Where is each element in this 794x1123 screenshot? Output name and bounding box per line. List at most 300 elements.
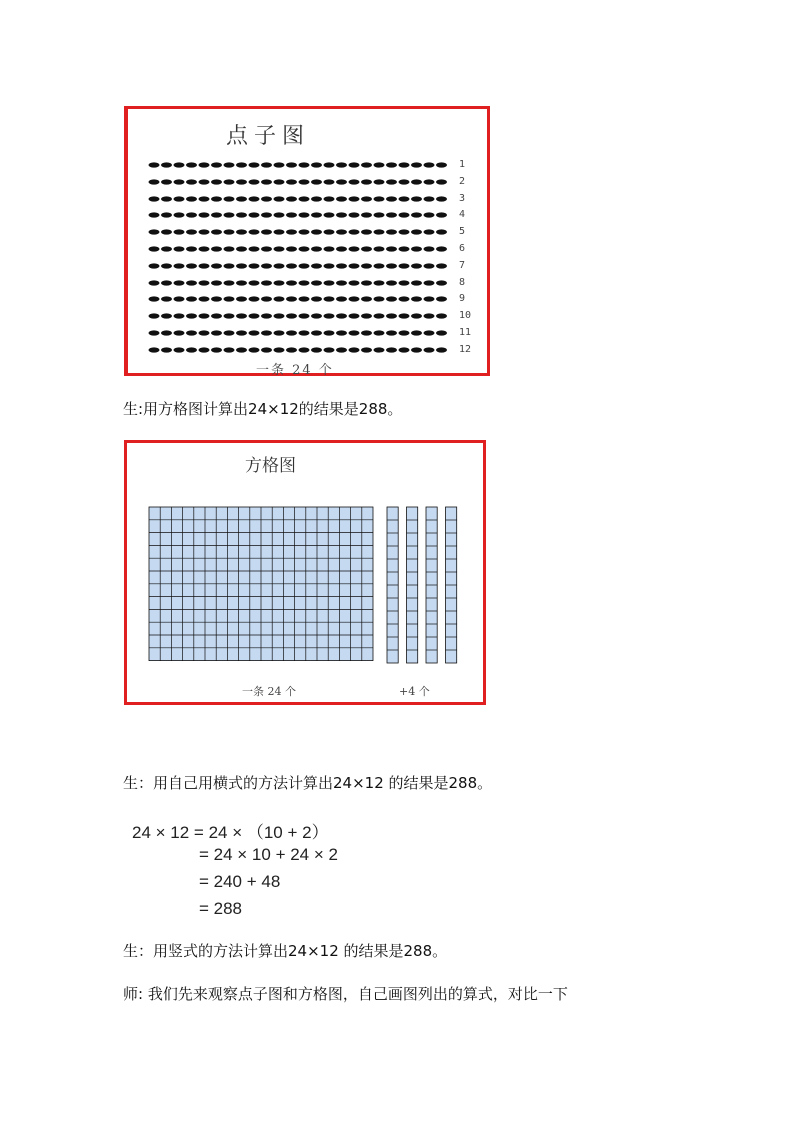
dot: [311, 196, 322, 201]
dot: [274, 314, 285, 319]
dot: [336, 179, 347, 184]
dot: [236, 196, 247, 201]
dot: [386, 314, 397, 319]
dot: [374, 162, 385, 167]
dot: [236, 347, 247, 352]
dot: [236, 297, 247, 302]
dot: [349, 179, 360, 184]
dot: [374, 179, 385, 184]
dot: [161, 263, 172, 268]
dot: [361, 230, 372, 235]
dot: [186, 196, 197, 201]
dot: [374, 314, 385, 319]
dot: [399, 230, 410, 235]
dot: [361, 213, 372, 218]
dot: [386, 330, 397, 335]
dot: [311, 330, 322, 335]
dot: [161, 314, 172, 319]
dot: [411, 330, 422, 335]
paragraph-grid-result: 生:用方格图计算出24×12的结果是288。: [123, 400, 403, 418]
dot-row: [148, 263, 450, 269]
dot: [211, 179, 222, 184]
dot: [186, 280, 197, 285]
row-number: 1: [459, 159, 466, 170]
dot: [211, 263, 222, 268]
dot: [361, 263, 372, 268]
dot: [436, 263, 447, 268]
dot: [186, 314, 197, 319]
dot: [199, 330, 210, 335]
dot: [149, 263, 160, 268]
dot: [274, 230, 285, 235]
dot: [274, 196, 285, 201]
dot-row: [148, 212, 450, 218]
dot: [274, 162, 285, 167]
grid-diagram-svg: [147, 505, 467, 665]
dot: [274, 297, 285, 302]
dot: [161, 213, 172, 218]
dot: [424, 347, 435, 352]
dot: [374, 263, 385, 268]
dot: [311, 347, 322, 352]
dot: [386, 196, 397, 201]
dot: [386, 347, 397, 352]
dot: [349, 280, 360, 285]
dot: [249, 162, 260, 167]
dot: [199, 213, 210, 218]
dot: [186, 347, 197, 352]
dot: [324, 196, 335, 201]
dot: [324, 347, 335, 352]
dot: [399, 263, 410, 268]
dot: [236, 213, 247, 218]
dot: [261, 230, 272, 235]
dot: [174, 179, 185, 184]
row-number: 10: [459, 310, 472, 322]
dot: [336, 246, 347, 251]
dot: [174, 263, 185, 268]
dot: [174, 297, 185, 302]
dot: [424, 280, 435, 285]
dot: [349, 196, 360, 201]
dot: [149, 347, 160, 352]
dot: [386, 213, 397, 218]
dot: [299, 196, 310, 201]
dot: [299, 297, 310, 302]
dot: [286, 297, 297, 302]
dot: [324, 230, 335, 235]
dot: [299, 280, 310, 285]
dot: [199, 230, 210, 235]
dot: [299, 330, 310, 335]
dot: [161, 230, 172, 235]
dot: [261, 179, 272, 184]
calc-line-4: = 288: [199, 899, 243, 918]
dot: [311, 230, 322, 235]
dot: [161, 246, 172, 251]
dot: [336, 196, 347, 201]
dot-row: [148, 313, 450, 319]
dot: [149, 162, 160, 167]
dot: [299, 347, 310, 352]
dot: [149, 246, 160, 251]
dot: [211, 297, 222, 302]
calc-line-1: 24 × 12 = 24 × （10 + 2）: [132, 823, 329, 842]
dot: [236, 230, 247, 235]
dot: [399, 246, 410, 251]
dot: [299, 162, 310, 167]
dot: [436, 213, 447, 218]
dot: [361, 162, 372, 167]
dot: [324, 280, 335, 285]
dot: [424, 179, 435, 184]
row-number: 12: [459, 343, 472, 355]
dot: [211, 314, 222, 319]
dot: [161, 280, 172, 285]
dot: [186, 230, 197, 235]
dot-diagram-caption: 一条 24 个: [256, 363, 334, 378]
dot: [286, 179, 297, 184]
dot: [249, 347, 260, 352]
dot: [349, 330, 360, 335]
dot: [274, 213, 285, 218]
dot: [399, 347, 410, 352]
dot: [261, 330, 272, 335]
dot-row: [148, 162, 450, 168]
dot: [249, 230, 260, 235]
dot: [424, 297, 435, 302]
dot: [224, 230, 235, 235]
dot: [374, 280, 385, 285]
dot: [199, 314, 210, 319]
dot: [211, 230, 222, 235]
dot: [186, 179, 197, 184]
dot: [336, 213, 347, 218]
dot: [211, 330, 222, 335]
dot: [411, 297, 422, 302]
dot-row: [148, 280, 450, 286]
dot: [436, 314, 447, 319]
dot: [236, 314, 247, 319]
dot: [374, 230, 385, 235]
dot: [249, 297, 260, 302]
dot: [399, 280, 410, 285]
dot: [349, 213, 360, 218]
dot: [311, 297, 322, 302]
dot: [324, 330, 335, 335]
dot-row: [148, 196, 450, 202]
dot: [349, 297, 360, 302]
dot: [199, 297, 210, 302]
dot: [299, 230, 310, 235]
dot: [374, 347, 385, 352]
dot: [311, 213, 322, 218]
dot: [411, 179, 422, 184]
dot: [261, 196, 272, 201]
dot: [436, 297, 447, 302]
dot: [249, 196, 260, 201]
dot: [361, 280, 372, 285]
dot: [361, 246, 372, 251]
dot: [424, 314, 435, 319]
dot: [161, 297, 172, 302]
dot: [399, 213, 410, 218]
dot: [224, 246, 235, 251]
dot: [249, 246, 260, 251]
dot: [336, 230, 347, 235]
dot: [324, 213, 335, 218]
dot: [324, 314, 335, 319]
dot: [249, 314, 260, 319]
dot: [361, 347, 372, 352]
dot: [186, 162, 197, 167]
dot: [211, 162, 222, 167]
dot: [149, 213, 160, 218]
dot: [274, 280, 285, 285]
row-number: 4: [459, 209, 466, 221]
dot: [311, 280, 322, 285]
dot: [336, 314, 347, 319]
dot: [274, 246, 285, 251]
dot: [299, 314, 310, 319]
dot: [174, 280, 185, 285]
dot: [186, 330, 197, 335]
dot: [399, 162, 410, 167]
dot: [411, 196, 422, 201]
dot: [224, 314, 235, 319]
dot: [349, 246, 360, 251]
dot: [411, 314, 422, 319]
row-number: 8: [459, 276, 466, 288]
dot: [161, 330, 172, 335]
dot-row: [148, 330, 450, 336]
dot: [174, 213, 185, 218]
dot: [436, 330, 447, 335]
dot: [199, 179, 210, 184]
dot: [174, 314, 185, 319]
dot: [386, 162, 397, 167]
dot: [436, 179, 447, 184]
dot: [349, 162, 360, 167]
calc-line-2: = 24 × 10 + 24 × 2: [199, 845, 338, 864]
dot: [286, 280, 297, 285]
dot: [211, 347, 222, 352]
dot-row: [148, 179, 450, 185]
dot: [424, 162, 435, 167]
dot: [324, 179, 335, 184]
dot: [411, 246, 422, 251]
dot: [211, 196, 222, 201]
dot: [311, 263, 322, 268]
dot: [149, 230, 160, 235]
dot: [349, 347, 360, 352]
dot: [186, 246, 197, 251]
paragraph-horizontal-method: 生：用自己用横式的方法计算出24×12 的结果是288。: [123, 774, 493, 792]
dot: [374, 196, 385, 201]
dot: [249, 280, 260, 285]
dot: [224, 280, 235, 285]
dot: [274, 179, 285, 184]
dot: [186, 263, 197, 268]
dot: [399, 297, 410, 302]
dot: [374, 246, 385, 251]
dot: [386, 246, 397, 251]
dot: [174, 330, 185, 335]
dot: [361, 297, 372, 302]
dot: [149, 179, 160, 184]
dot: [236, 263, 247, 268]
paragraph-teacher: 师: 我们先来观察点子图和方格图，自己画图列出的算式，对比一下: [123, 985, 568, 1003]
dot: [286, 162, 297, 167]
grid-caption-left: 一条 24 个: [242, 685, 296, 698]
dot: [199, 280, 210, 285]
row-number: 2: [459, 175, 466, 187]
dot: [411, 230, 422, 235]
dot: [199, 263, 210, 268]
dot: [161, 179, 172, 184]
dot: [174, 196, 185, 201]
dot: [361, 330, 372, 335]
dot-row: [148, 246, 450, 252]
dot: [349, 230, 360, 235]
dot: [299, 179, 310, 184]
dot: [374, 297, 385, 302]
dot: [311, 246, 322, 251]
dot: [349, 263, 360, 268]
dot: [324, 246, 335, 251]
dot: [261, 246, 272, 251]
dot: [224, 263, 235, 268]
dot: [261, 314, 272, 319]
dot: [236, 179, 247, 184]
dot: [224, 196, 235, 201]
dot: [161, 347, 172, 352]
row-number: 5: [459, 226, 466, 238]
dot: [224, 330, 235, 335]
dot: [336, 263, 347, 268]
dot: [174, 246, 185, 251]
dot: [249, 263, 260, 268]
dot: [411, 263, 422, 268]
dot: [411, 213, 422, 218]
dot: [236, 246, 247, 251]
dot: [336, 297, 347, 302]
dot-row: [148, 296, 450, 302]
dot: [399, 330, 410, 335]
dot: [224, 179, 235, 184]
dot: [399, 179, 410, 184]
dot: [424, 230, 435, 235]
dot: [436, 347, 447, 352]
dot: [374, 330, 385, 335]
dot: [174, 162, 185, 167]
dot: [386, 230, 397, 235]
dot: [361, 179, 372, 184]
dot: [361, 314, 372, 319]
dot: [236, 162, 247, 167]
dot: [149, 196, 160, 201]
dot: [224, 162, 235, 167]
dot: [299, 263, 310, 268]
dot-row: [148, 229, 450, 235]
dot: [336, 347, 347, 352]
dot: [411, 347, 422, 352]
dot: [149, 314, 160, 319]
dot: [324, 162, 335, 167]
row-number: 9: [459, 293, 466, 305]
dot: [161, 196, 172, 201]
dot: [286, 196, 297, 201]
dot: [286, 347, 297, 352]
dot: [399, 314, 410, 319]
dot: [274, 347, 285, 352]
dot: [174, 230, 185, 235]
dot: [286, 263, 297, 268]
grid-diagram-figure: [124, 440, 486, 705]
dot-row: [148, 347, 450, 353]
dot: [249, 179, 260, 184]
dot: [261, 213, 272, 218]
dot: [199, 196, 210, 201]
dot: [186, 297, 197, 302]
dot: [299, 213, 310, 218]
dot: [211, 280, 222, 285]
dot: [261, 297, 272, 302]
dot: [236, 330, 247, 335]
dot: [424, 246, 435, 251]
dot: [311, 314, 322, 319]
calc-line-3: = 240 + 48: [199, 872, 281, 891]
dot: [174, 347, 185, 352]
dot: [286, 330, 297, 335]
dot: [261, 280, 272, 285]
dot: [386, 297, 397, 302]
dot: [336, 280, 347, 285]
row-number: 7: [459, 259, 466, 271]
dot: [286, 230, 297, 235]
dot: [349, 314, 360, 319]
dot: [224, 297, 235, 302]
dot: [424, 330, 435, 335]
dot: [274, 330, 285, 335]
dot: [161, 162, 172, 167]
dot: [199, 246, 210, 251]
dot: [411, 280, 422, 285]
dot: [411, 162, 422, 167]
dot: [436, 230, 447, 235]
dot: [236, 280, 247, 285]
grid-caption-right: +4 个: [399, 685, 430, 698]
grid-diagram-title: 方格图: [245, 456, 296, 476]
dot: [249, 330, 260, 335]
dot: [261, 162, 272, 167]
dot: [436, 246, 447, 251]
dot: [386, 263, 397, 268]
dot: [424, 263, 435, 268]
dot: [386, 179, 397, 184]
dot: [286, 314, 297, 319]
dot: [336, 162, 347, 167]
dot: [149, 330, 160, 335]
dot: [324, 263, 335, 268]
dot: [336, 330, 347, 335]
dot: [299, 246, 310, 251]
dot: [361, 196, 372, 201]
dot: [261, 347, 272, 352]
dot-diagram-figure: [124, 106, 490, 376]
dot: [324, 297, 335, 302]
dot: [211, 213, 222, 218]
